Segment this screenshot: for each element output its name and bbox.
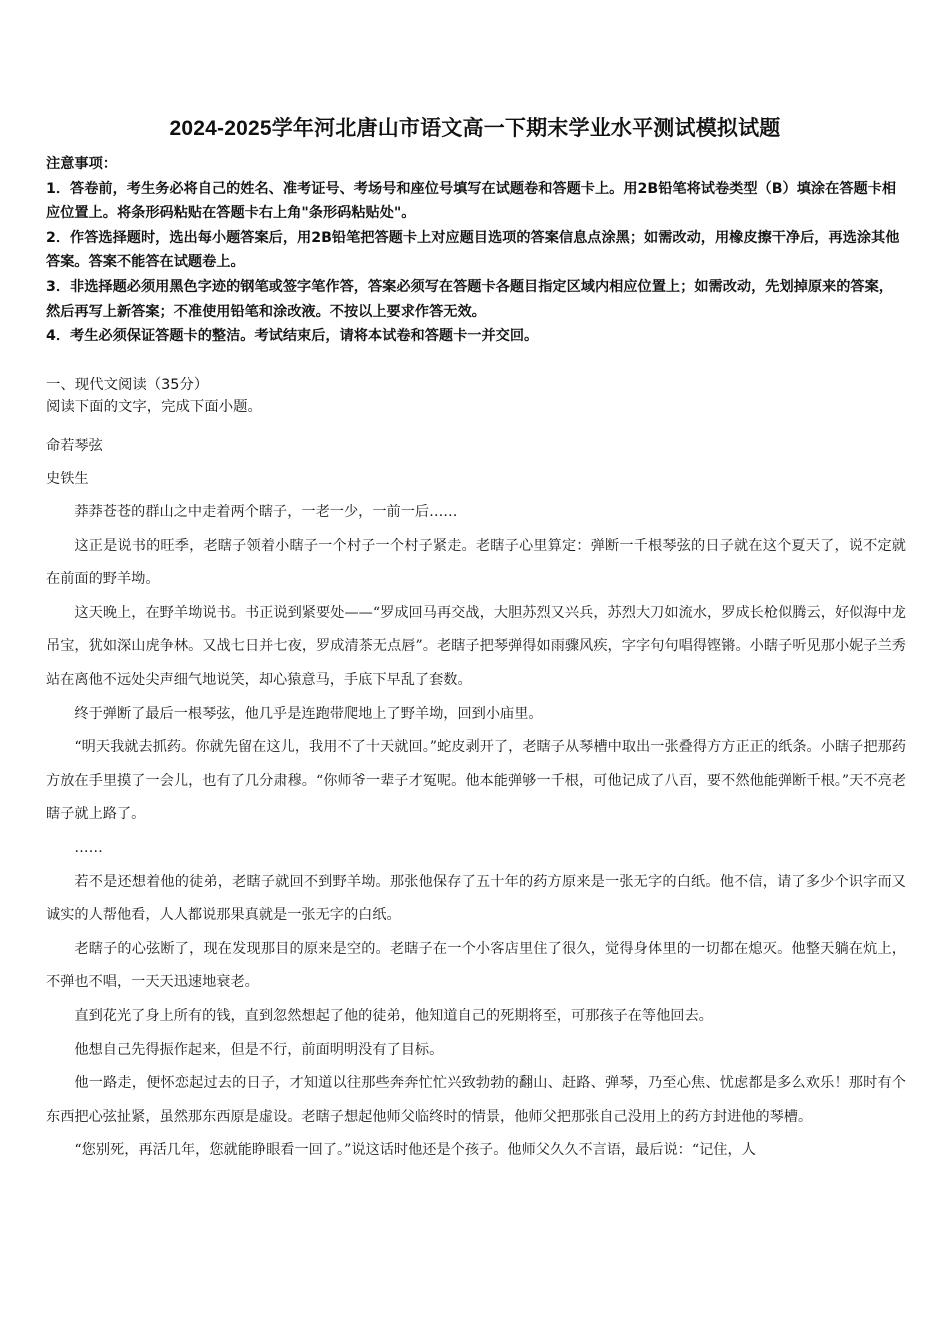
passage-paragraph: 这天晚上，在野羊坳说书。书正说到紧要处——“罗成回马再交战，大胆苏烈又兴兵，苏烈大刀如流水，罗成长枪似腾云，好似海中龙吊宝，犹如深山虎争林。又战七日并七夜，罗成清茶无点唇”。老瞎子把琴弹得如雨骤风疾，字字句句唱得铿锵。小瞎子听见那小妮子兰秀站在离他不远处尖声细气地说笑，却心猿意马，手底下早乱了套数。: [46, 604, 906, 688]
passage-paragraph: 莽莽苍苍的群山之中走着两个瞎子，一老一少，一前一后……: [74, 504, 458, 520]
section-heading: 一、现代文阅读（35分）: [46, 377, 209, 393]
notice-item-2: 2．作答选择题时，选出每小题答案后，用2B铅笔把答题卡上对应题目选项的答案信息点涂黑；如需改动，用橡皮擦干净后，再选涂其他答案。答案不能答在试题卷上。: [46, 229, 900, 271]
passage-paragraph: 终于弹断了最后一根琴弦，他几乎是连跑带爬地上了野羊坳，回到小庙里。: [74, 705, 543, 722]
notice-heading: 注意事项：: [46, 156, 117, 172]
notice-item-1: 1．答卷前，考生务必将自己的姓名、准考证号、考场号和座位号填写在试题卷和答题卡上。用2B铅笔将试卷类型（B）填涂在答题卡相应位置上。将条形码粘贴在答题卡右上角"条形码粘贴处"。: [46, 180, 897, 222]
section-instruction: 阅读下面的文字，完成下面小题。: [46, 399, 262, 415]
reading-passage: [46, 430, 906, 1168]
passage-paragraph: “明天我就去抓药。你就先留在这儿，我用不了十天就回。”蛇皮剥开了，老瞎子从琴槽中取出一张叠得方方正正的纸条。小瞎子把那药方放在手里摸了一会儿，也有了几分肃穆。“你师爷一辈子才冤呢。他本能弹够一千根，可他记成了八百，要不然他能弹断千根。”天不亮老瞎子就上路了。: [46, 739, 906, 823]
passage-paragraph: 这正是说书的旺季，老瞎子领着小瞎子一个村子一个村子紧走。老瞎子心里算定：弹断一千根琴弦的日子就在这个夏天了，说不定就在前面的野羊坳。: [46, 537, 906, 588]
passage-paragraph: 他一路走，便怀恋起过去的日子，才知道以往那些奔奔忙忙兴致勃勃的翻山、赶路、弹琴，乃至心焦、忧虑都是多么欢乐！那时有个东西把心弦扯紧，虽然那东西原是虚设。老瞎子想起他师父临终时的情景，他师父把那张自己没用上的药方封进他的琴槽。: [46, 1075, 906, 1125]
notice-block: [46, 152, 906, 349]
passage-title: 命若琴弦: [46, 438, 103, 454]
passage-ellipsis: ……: [74, 839, 103, 856]
notice-item-3: 3．非选择题必须用黑色字迹的钢笔或签字笔作答，答案必须写在答题卡各题目指定区域内相应位置上；如需改动，先划掉原来的答案，然后再写上新答案；不准使用铅笔和涂改液。不按以上要求作答无效。: [46, 278, 893, 320]
exam-title: 2024-2025学年河北唐山市语文高一下期末学业水平测试模拟试题: [169, 117, 781, 140]
passage-paragraph: “您别死，再活几年，您就能睁眼看一回了。”说这话时他还是个孩子。他师父久久不言语，最后说：“记住，人: [74, 1142, 756, 1159]
passage-paragraph: 老瞎子的心弦断了，现在发现那目的原来是空的。老瞎子在一个小客店里住了很久，觉得身体里的一切都在熄灭。他整天躺在炕上，不弹也不唱，一天天迅速地衰老。: [46, 940, 906, 991]
passage-paragraph: 他想自己先得振作起来，但是不行，前面明明没有了目标。: [74, 1041, 444, 1058]
section-modern-reading: [46, 374, 906, 418]
passage-paragraph: 直到花光了身上所有的钱，直到忽然想起了他的徒弟，他知道自己的死期将至，可那孩子在等他回去。: [74, 1007, 713, 1024]
passage-paragraph: 若不是还想着他的徒弟，老瞎子就回不到野羊坳。那张他保存了五十年的药方原来是一张无字的白纸。他不信，请了多少个识字而又诚实的人帮他看，人人都说那果真就是一张无字的白纸。: [46, 873, 906, 924]
notice-item-4: 4．考生必须保证答题卡的整洁。考试结束后，请将本试卷和答题卡一并交回。: [46, 328, 539, 345]
passage-author: 史铁生: [46, 471, 89, 487]
